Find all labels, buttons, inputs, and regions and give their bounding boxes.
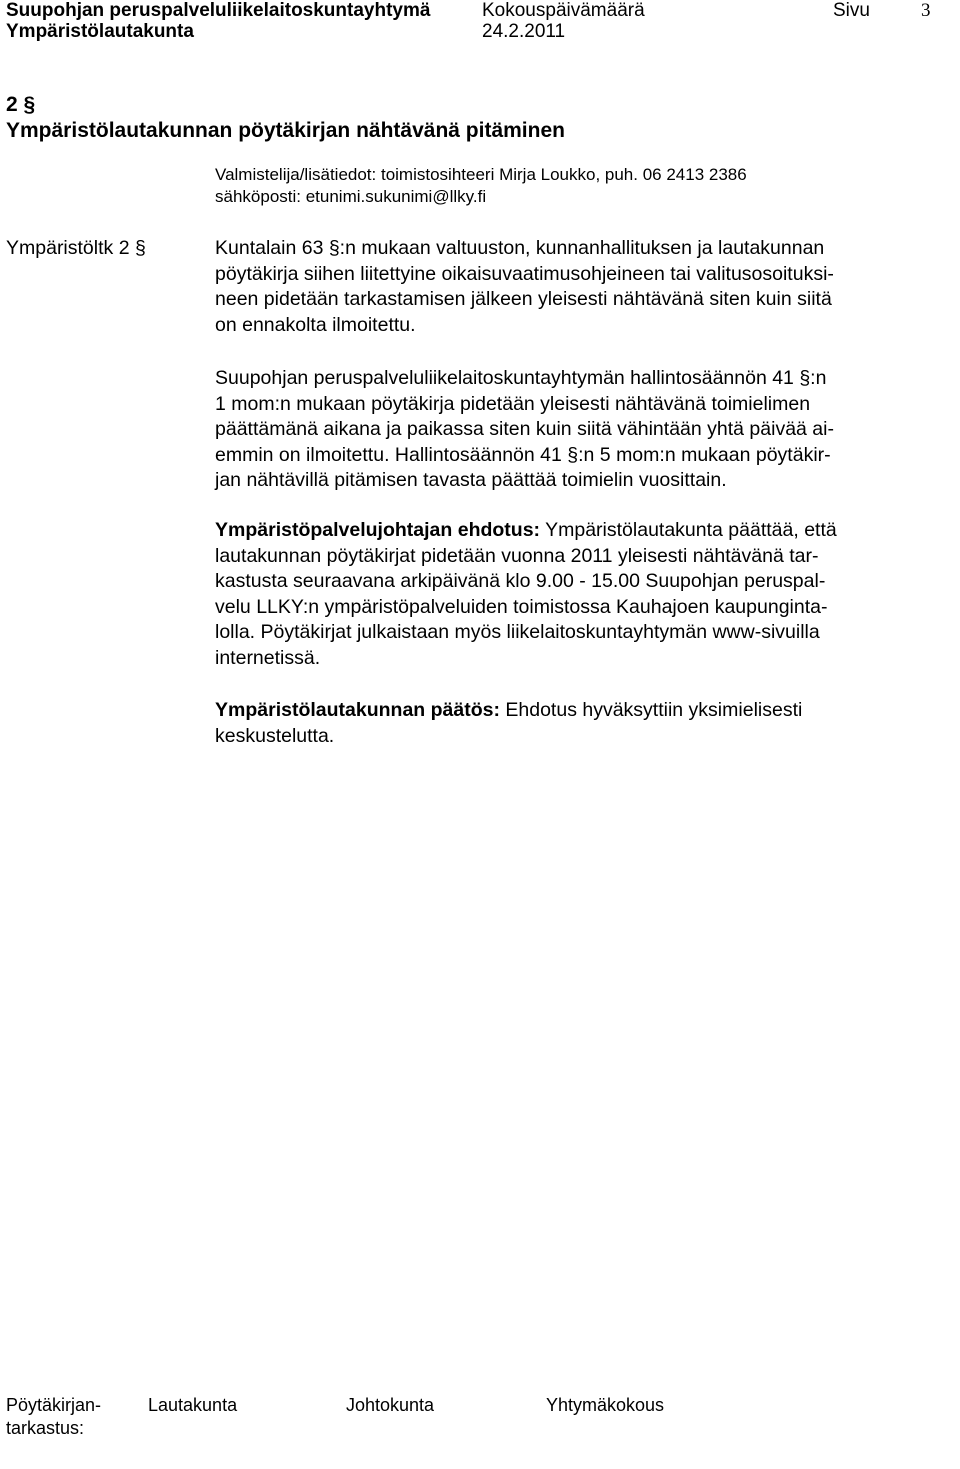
paragraph-line: emmin on ilmoitettu. Hallintosäännön 41 §:n 5 mom:n mukaan pöytäkir- bbox=[215, 443, 831, 466]
header-board: Ympäristölautakunta bbox=[6, 21, 194, 42]
footer-check-label-2: tarkastus: bbox=[6, 1418, 85, 1438]
paragraph-line: internetissä. bbox=[215, 646, 321, 669]
paragraph-line: keskustelutta. bbox=[215, 724, 335, 747]
decision bbox=[215, 698, 935, 749]
paragraph-line: neen pidetään tarkastamisen jälkeen yleisesti nähtävänä siten kuin siitä bbox=[215, 288, 832, 311]
footer-check-label-1: Pöytäkirjan- bbox=[6, 1395, 102, 1415]
footer-yhtymakokous: Yhtymäkokous bbox=[546, 1395, 665, 1415]
proposal-first-line-rest: Ympäristölautakunta päättää, että bbox=[540, 519, 837, 541]
decision-first-line-rest: Ehdotus hyväksyttiin yksimielisesti bbox=[499, 699, 803, 721]
header-date-label: Kokouspäivämäärä bbox=[482, 0, 645, 21]
preparer-line-2: sähköposti: etunimi.sukunimi@llky.fi bbox=[215, 187, 487, 206]
paragraph-line: kastusta seuraavana arkipäivänä klo 9.00 - 15.00 Suupohjan peruspal- bbox=[215, 570, 826, 593]
proposal-first-line bbox=[215, 518, 935, 544]
header-page-number: 3 bbox=[921, 0, 931, 21]
decision-first-line bbox=[215, 698, 935, 724]
preparer-line-1: Valmistelija/lisätiedot: toimistosihteeri Mirja Loukko, puh. 06 2413 2386 bbox=[215, 165, 747, 184]
section-number: 2 § bbox=[6, 93, 36, 116]
section-title: Ympäristölautakunnan pöytäkirjan nähtävänä pitäminen bbox=[6, 119, 565, 142]
case-reference: Ympäristöltk 2 § bbox=[6, 237, 146, 259]
header-date: 24.2.2011 bbox=[482, 21, 566, 42]
paragraph-line: pöytäkirja siihen liitettyine oikaisuvaatimusohjeineen tai valitusosoituksi- bbox=[215, 262, 834, 285]
paragraph-line: velu LLKY:n ympäristöpalveluiden toimistossa Kauhajoen kaupunginta- bbox=[215, 595, 828, 618]
paragraph-1 bbox=[215, 236, 935, 338]
paragraph-line: lautakunnan pöytäkirjat pidetään vuonna 2011 yleisesti nähtävänä tar- bbox=[215, 544, 819, 567]
paragraph-line: lolla. Pöytäkirjat julkaistaan myös liikelaitoskuntayhtymän www-sivuilla bbox=[215, 621, 820, 644]
footer-lautakunta: Lautakunta bbox=[148, 1395, 238, 1415]
proposal bbox=[215, 518, 935, 672]
paragraph-line: päättämänä aikana ja paikassa siten kuin siitä vähintään yhtä päivää ai- bbox=[215, 418, 834, 441]
decision-label: Ympäristölautakunnan päätös: bbox=[215, 699, 500, 721]
paragraph-line: on ennakolta ilmoitettu. bbox=[215, 313, 416, 336]
paragraph-line: 1 mom:n mukaan pöytäkirja pidetään yleisesti nähtävänä toimielimen bbox=[215, 392, 811, 415]
paragraph-line: Kuntalain 63 §:n mukaan valtuuston, kunnanhallituksen ja lautakunnan bbox=[215, 237, 825, 259]
paragraph-line: jan nähtävillä pitämisen tavasta päättää toimielin vuosittain. bbox=[215, 469, 727, 492]
paragraph-2 bbox=[215, 366, 935, 494]
proposal-label: Ympäristöpalvelujohtajan ehdotus: bbox=[215, 519, 541, 541]
header-org: Suupohjan peruspalveluliikelaitoskuntayhtymä bbox=[6, 0, 431, 21]
header-page-label: Sivu bbox=[833, 0, 870, 21]
paragraph-line: Suupohjan peruspalveluliikelaitoskuntayhtymän hallintosäännön 41 §:n bbox=[215, 367, 827, 389]
footer-johtokunta: Johtokunta bbox=[346, 1395, 435, 1415]
